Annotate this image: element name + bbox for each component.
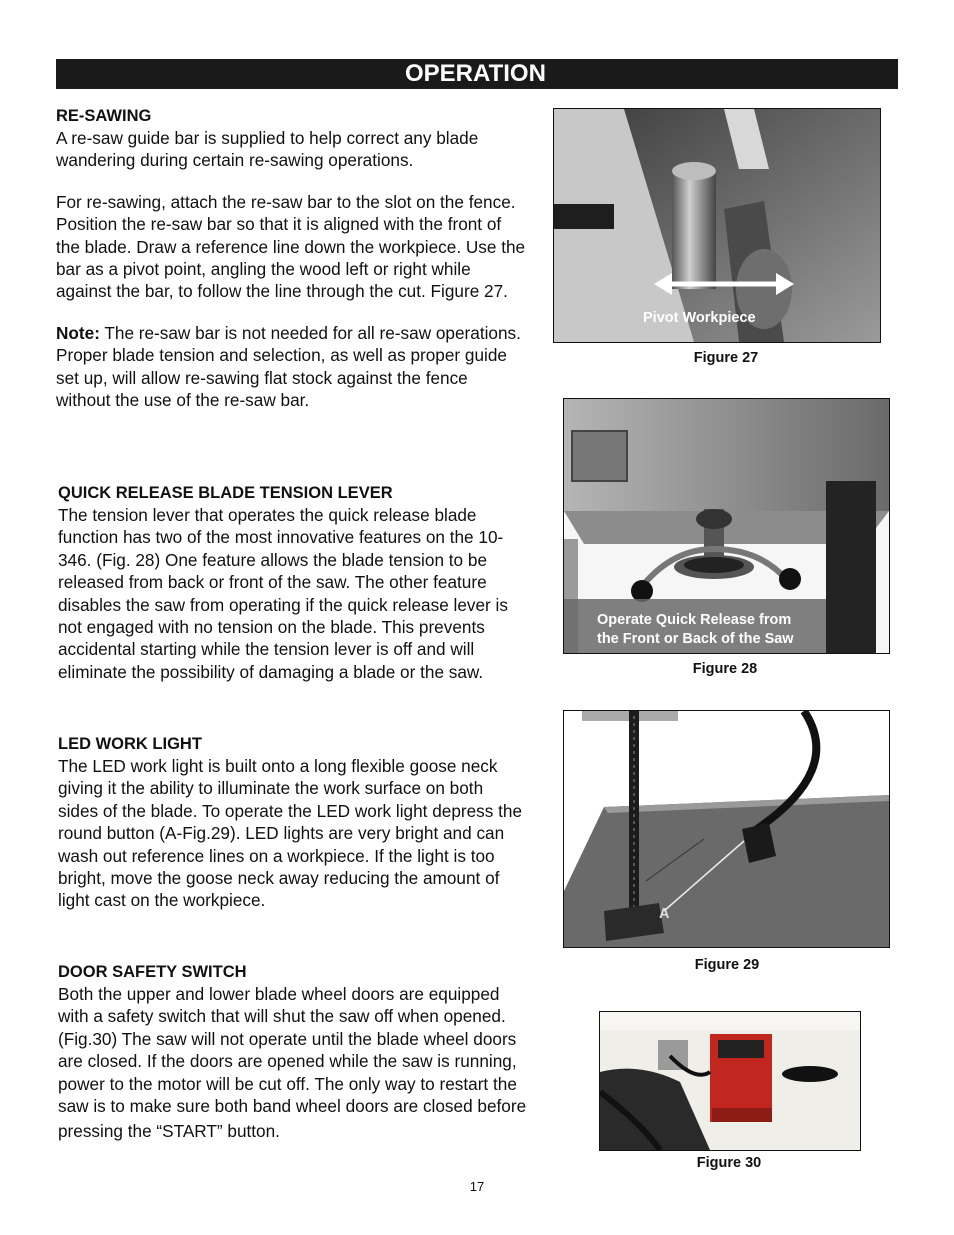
door-safety-switch-illustration (600, 1012, 860, 1150)
led-work-light-illustration (564, 711, 889, 947)
quick-release-heading: QUICK RELEASE BLADE TENSION LEVER (58, 484, 393, 502)
note-text: The re-saw bar is not needed for all re-saw operations. Proper blade tension and selection, as well as proper guide set up, will allow re-sawing flat stock against the fence without the use of the re-saw bar. (56, 322, 521, 411)
figure-28-overlay-label (597, 611, 794, 649)
figure-28-overlay-line-2: the Front or Back of the Saw (597, 631, 794, 647)
figure-28-photo (563, 398, 890, 654)
figure-28-overlay-line-1: Operate Quick Release from (597, 612, 792, 628)
resawing-paragraph-1: A re-saw guide bar is supplied to help correct any blade wandering during certain re-sawing operations. (56, 128, 479, 171)
led-light-section (58, 733, 528, 912)
figure-28-caption: Figure 28 (692, 661, 758, 677)
quick-release-section (58, 482, 528, 683)
resawing-heading: RE-SAWING (56, 107, 152, 125)
resawing-paragraph-2: For re-sawing, attach the re-saw bar to the slot on the fence. Position the re-saw bar so that it is aligned with the front of the blade. Draw a reference line down the workpiece. Use the bar as a pivot point, angling the wood left or right while against the bar, to follow the line through the cut. Figure 27. (56, 191, 526, 302)
section-header-bar (56, 59, 898, 89)
door-switch-body (58, 983, 528, 1143)
quick-release-body: The tension lever that operates the quick release blade function has two of the most innovative features on the 10-346. (Fig. 28) One feature allows the blade tension to be released from back or front of the saw. The other feature disables the saw from operating if the quick release lever is not engaged with no tension on the blade. This prevents accidental starting while the tension lever is off and will eliminate the possibility of damaging a blade or the saw. (58, 505, 508, 682)
door-switch-heading: DOOR SAFETY SWITCH (58, 963, 247, 981)
figure-27-caption: Figure 27 (693, 350, 759, 366)
door-switch-section (58, 961, 528, 1143)
note-label: Note: (56, 322, 100, 343)
resawing-note (56, 322, 526, 412)
resaw-bar-illustration (554, 109, 880, 342)
figure-29-label-a: A (659, 906, 670, 922)
page-title: OPERATION (405, 60, 546, 87)
figure-27-overlay-label: Pivot Workpiece (643, 310, 756, 326)
led-light-heading: LED WORK LIGHT (58, 735, 202, 753)
door-switch-body-text: Both the upper and lower blade wheel doors are equipped with a safety switch that will shut the saw off when opened. (Fig.30) The saw will not operate until the blade wheel doors are closed. If the doors are opened while the saw is running, power to the motor will be cut off. The only way to restart the saw is to make sure both band wheel doors are closed before (58, 984, 527, 1117)
figure-29-caption: Figure 29 (694, 957, 760, 973)
resawing-section (56, 105, 526, 411)
figure-30-caption: Figure 30 (696, 1155, 762, 1171)
figure-29-photo (563, 710, 890, 948)
door-switch-last-line: pressing the “START” button. (58, 1121, 280, 1142)
led-light-body: The LED work light is built onto a long flexible goose neck giving it the ability to illuminate the work surface on both sides of the blade. To operate the LED work light depress the round button (A-Fig.29). LED lights are very bright and can wash out reference lines on a workpiece. If the light is too bright, move the goose neck away reducing the amount of light cast on the workpiece. (58, 756, 523, 911)
figure-30-photo (599, 1011, 861, 1151)
figure-27-photo (553, 108, 881, 343)
page-number: 17 (469, 1179, 485, 1194)
